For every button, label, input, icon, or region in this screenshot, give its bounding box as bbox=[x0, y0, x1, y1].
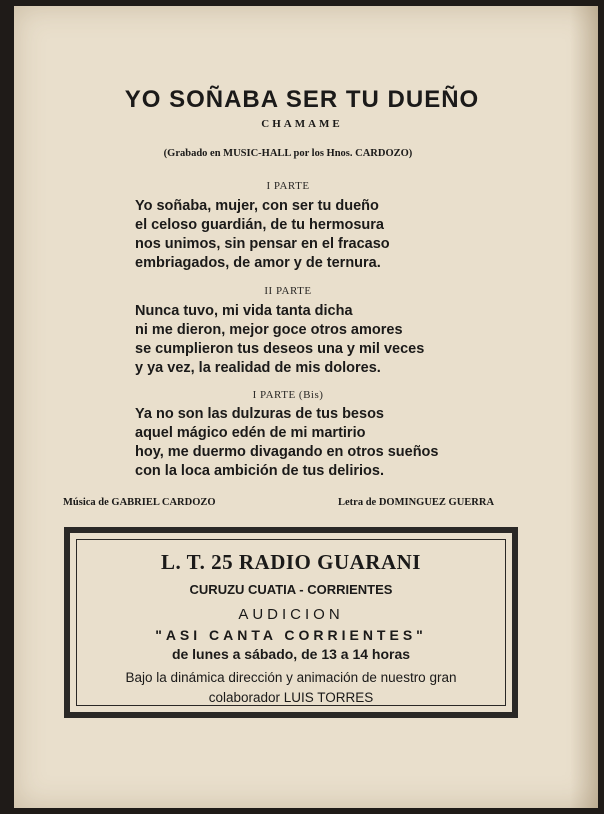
collaborator-note: colaborador LUIS TORRES bbox=[208, 690, 374, 705]
advertisement-panel bbox=[76, 539, 506, 706]
lyric-line: se cumplieron tus deseos una y mil veces bbox=[135, 341, 425, 357]
radio-location: CURUZU CUATIA - CORRIENTES bbox=[189, 582, 393, 597]
stanza-2 bbox=[135, 302, 424, 378]
audicion-heading: AUDICION bbox=[238, 606, 344, 623]
radio-advertisement bbox=[64, 527, 518, 718]
lyrics-credit: Letra de DOMINGUEZ GUERRA bbox=[338, 497, 495, 508]
lyric-line: el celoso guardián, de tu hermosura bbox=[135, 217, 384, 233]
lyric-line: embriagados, de amor y de ternura. bbox=[135, 255, 381, 271]
program-name: "ASI CANTA CORRIENTES" bbox=[155, 627, 427, 643]
lyric-line: ni me dieron, mejor goce otros amores bbox=[135, 322, 403, 338]
song-title: YO SOÑABA SER TU DUEÑO bbox=[124, 86, 480, 113]
music-credit: Música de GABRIEL CARDOZO bbox=[63, 497, 216, 508]
recording-note: (Grabado en MUSIC-HALL por los Hnos. CARDOZO) bbox=[163, 148, 413, 159]
lyric-line: y ya vez, la realidad de mis dolores. bbox=[135, 360, 381, 376]
stanza-3 bbox=[135, 405, 438, 481]
part-label-3: I PARTE (Bis) bbox=[252, 389, 324, 401]
lyric-line: aquel mágico edén de mi martirio bbox=[135, 425, 366, 441]
part-label-2: II PARTE bbox=[264, 285, 312, 297]
lyric-line: hoy, me duermo divagando en otros sueños bbox=[135, 444, 439, 460]
lyric-line: nos unimos, sin pensar en el fracaso bbox=[135, 236, 390, 252]
stanza-1 bbox=[135, 197, 390, 273]
lyric-line: Ya no son las dulzuras de tus besos bbox=[135, 406, 384, 422]
lyric-line: Nunca tuvo, mi vida tanta dicha bbox=[135, 303, 353, 319]
song-genre: CHAMAME bbox=[261, 118, 343, 130]
broadcast-schedule: de lunes a sábado, de 13 a 14 horas bbox=[171, 646, 411, 662]
part-label-1: I PARTE bbox=[266, 180, 310, 192]
direction-note: Bajo la dinámica dirección y animación de nuestro gran bbox=[125, 670, 457, 685]
lyric-line: con la loca ambición de tus delirios. bbox=[135, 463, 384, 479]
radio-station-name: L. T. 25 RADIO GUARANI bbox=[161, 550, 421, 574]
lyric-line: Yo soñaba, mujer, con ser tu dueño bbox=[135, 198, 379, 214]
